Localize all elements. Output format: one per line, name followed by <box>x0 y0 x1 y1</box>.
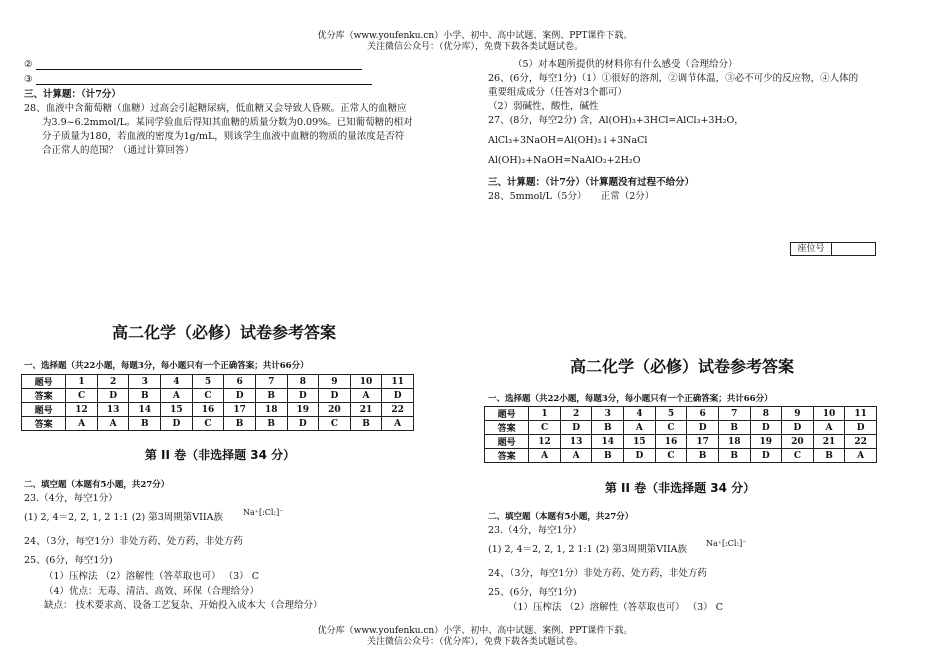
answer-table-cell: 14 <box>592 435 624 449</box>
answer-table-row-header: 答案 <box>22 389 66 403</box>
answer-table-cell: B <box>592 421 624 435</box>
footer-line-1: 优分库（www.youfenku.cn）小学、初中、高中试题、案例、PPT课件下载。 <box>317 626 633 636</box>
answer-table-cell: 15 <box>624 435 656 449</box>
left-q23-heading: 23.（4分，每空1分） <box>24 493 118 504</box>
answer-table-cell: 10 <box>813 407 845 421</box>
answer-table-cell: 6 <box>687 407 719 421</box>
answer-table-cell: 12 <box>529 435 561 449</box>
answer-table-cell: 9 <box>319 375 351 389</box>
blank-2-line <box>36 69 362 70</box>
answer-table-cell: A <box>161 389 193 403</box>
answer-table-cell: 8 <box>287 375 319 389</box>
answer-table-cell: C <box>192 417 224 431</box>
answer-table-cell: 6 <box>224 375 256 389</box>
answer-table-cell: 20 <box>319 403 351 417</box>
answer-table-cell: A <box>382 417 414 431</box>
answer-table-cell: D <box>161 417 193 431</box>
right-answer-title: 高二化学（必修）试卷参考答案 <box>569 357 794 376</box>
q28-text-1: 28、血液中含葡萄糖（血糖）过高会引起糖尿病，低血糖又会导致人昏厥。正常人的血糖应 <box>24 103 407 114</box>
answer-table-cell: B <box>592 449 624 463</box>
answer-table-cell: 13 <box>97 403 129 417</box>
blank-2-label: ② <box>24 59 33 70</box>
answer-table-cell: 18 <box>718 435 750 449</box>
answer-table-cell: 13 <box>560 435 592 449</box>
q26-text-1: 26、(6分，每空1分)（1）①很好的溶剂，②调节体温，③必不可少的反应物，④人体的 <box>488 73 859 84</box>
answer-table-cell: D <box>750 421 782 435</box>
q27-equation-3: Al(OH)₃+NaOH=NaAlO₂+2H₂O <box>488 155 641 166</box>
answer-table-cell: 21 <box>350 403 382 417</box>
left-part-2-heading: 第 II 卷（非选择题 34 分） <box>144 448 296 462</box>
answer-table-cell: D <box>782 421 814 435</box>
answer-table-cell: 7 <box>255 375 287 389</box>
q28-text-3: 分子质量为180，若血液的密度为1g/mL，则该学生血液中血糖的物质的量浓度是否符 <box>42 131 405 142</box>
answer-table-cell: A <box>624 421 656 435</box>
right-section-1-heading: 一、选择题（共22小题，每题3分，每小题只有一个正确答案；共计66分） <box>488 394 773 404</box>
left-section-3-heading: 三、计算题：（计7分） <box>24 89 121 100</box>
left-section-1-heading: 一、选择题（共22小题，每题3分，每小题只有一个正确答案；共计66分） <box>24 361 309 371</box>
blank-3-label: ③ <box>24 74 33 85</box>
answer-table-cell: A <box>529 449 561 463</box>
answer-table-cell: A <box>813 421 845 435</box>
answer-table-row <box>485 407 877 421</box>
answer-table-row-header: 答案 <box>485 421 529 435</box>
answer-table-row <box>22 375 414 389</box>
answer-table-cell: D <box>560 421 592 435</box>
answer-table-cell: A <box>97 417 129 431</box>
q27-equation-1: Al(OH)₃+3HCl=AlCl₃+3H₂O， <box>598 115 744 126</box>
q26-text-3: （2）弱碱性，酸性，碱性 <box>488 101 599 112</box>
q28-text-2: 为3.9~6.2mmol/L。某同学验血后得知其血糖的质量分数为0.09%。已知葡萄糖的相对 <box>42 117 413 128</box>
answer-table-cell: A <box>66 417 98 431</box>
answer-table-cell: 18 <box>255 403 287 417</box>
q26-text-2: 重要组成成分（任答对3个都可） <box>488 87 628 98</box>
answer-table-cell: D <box>287 417 319 431</box>
answer-table-row <box>22 389 414 403</box>
answer-table-cell: 11 <box>382 375 414 389</box>
answer-table-cell: B <box>813 449 845 463</box>
answer-table-cell: B <box>350 417 382 431</box>
q27-line-1 <box>488 114 744 128</box>
answer-table-cell: 16 <box>655 435 687 449</box>
answer-table-cell: D <box>687 421 719 435</box>
answer-table-cell: 20 <box>782 435 814 449</box>
answer-table-cell: C <box>655 421 687 435</box>
answer-table-cell: 10 <box>350 375 382 389</box>
answer-table-cell: 4 <box>161 375 193 389</box>
answer-table-cell: 11 <box>845 407 877 421</box>
answer-table-row <box>485 449 877 463</box>
left-nacl-electron-formula: Na⁺[:Cl:]⁻ <box>243 508 284 517</box>
q27-prefix: 27、(8分，每空2分) 含， <box>488 115 599 126</box>
answer-table-cell: B <box>718 421 750 435</box>
right-section-3-heading: 三、计算题：（计7分）（计算题没有过程不给分） <box>488 177 695 188</box>
seat-number-label: 座位号 <box>791 243 832 255</box>
q28-answer: 28、5mmol/L（5分） 正常（2分） <box>488 191 655 202</box>
answer-table-cell: D <box>382 389 414 403</box>
answer-table-cell: 1 <box>66 375 98 389</box>
answer-table-cell: A <box>845 449 877 463</box>
footer-line-2: 关注微信公众号：（优分库），免费下载各类试题试卷。 <box>366 637 583 647</box>
answer-table-row <box>22 417 414 431</box>
answer-table-cell: 17 <box>687 435 719 449</box>
answer-table-row <box>485 421 877 435</box>
answer-table-cell: 1 <box>529 407 561 421</box>
answer-table-cell: 3 <box>129 375 161 389</box>
answer-table-cell: B <box>129 389 161 403</box>
answer-table-cell: B <box>718 449 750 463</box>
answer-table-row-header: 答案 <box>22 417 66 431</box>
left-q25-heading: 25、(6分，每空1分) <box>24 555 113 566</box>
seat-number-box <box>790 242 876 256</box>
answer-table-row-header: 题号 <box>485 407 529 421</box>
left-answer-table <box>21 374 414 431</box>
answer-table-cell: 22 <box>382 403 414 417</box>
answer-table-cell: 19 <box>750 435 782 449</box>
answer-table-cell: B <box>224 417 256 431</box>
answer-table-cell: 22 <box>845 435 877 449</box>
right-q23-answer: (1) 2, 4＝2, 2, 1, 2 1:1 (2) 第3周期第VIIA族 <box>488 544 687 555</box>
answer-table-cell: D <box>845 421 877 435</box>
answer-table-cell: 16 <box>192 403 224 417</box>
answer-table-cell: 12 <box>66 403 98 417</box>
answer-table-cell: 19 <box>287 403 319 417</box>
right-q24-answer: 24、（3分，每空1分）非处方药，处方药，非处方药 <box>488 568 707 579</box>
answer-table-row-header: 题号 <box>22 403 66 417</box>
left-q25-answer-1: （1）压榨法 （2）溶解性（答萃取也可） （3） C <box>44 571 259 582</box>
answer-table-cell: D <box>319 389 351 403</box>
answer-table-cell: 17 <box>224 403 256 417</box>
answer-table-row-header: 题号 <box>22 375 66 389</box>
left-q24-answer: 24、（3分，每空1分）非处方药，处方药，非处方药 <box>24 536 243 547</box>
answer-table-cell: D <box>97 389 129 403</box>
answer-table-cell: D <box>750 449 782 463</box>
answer-table-cell: C <box>529 421 561 435</box>
answer-table-cell: 5 <box>192 375 224 389</box>
right-q25-answer-1: （1）压榨法 （2）溶解性（答萃取也可） （3） C <box>508 602 723 613</box>
header-line-1: 优分库（www.youfenku.cn）小学、初中、高中试题、案例、PPT课件下载。 <box>317 31 633 41</box>
left-q25-answer-5: 缺点： 技术要求高、设备工艺复杂、开始投入成本大（合理给分） <box>44 600 323 611</box>
left-answer-title: 高二化学（必修）试卷参考答案 <box>111 323 336 342</box>
answer-table-cell: C <box>192 389 224 403</box>
answer-table-cell: D <box>224 389 256 403</box>
answer-table-cell: C <box>66 389 98 403</box>
answer-table-cell: B <box>255 389 287 403</box>
answer-table-cell: B <box>255 417 287 431</box>
answer-table-cell: 3 <box>592 407 624 421</box>
left-q25-answer-4: （4）优点：无毒、清洁、高效、环保（合理给分） <box>44 586 260 597</box>
answer-table-row <box>485 435 877 449</box>
answer-table-cell: 9 <box>782 407 814 421</box>
right-section-2-heading: 二、填空题（本题有5小题，共27分） <box>488 512 634 522</box>
answer-table-cell: 15 <box>161 403 193 417</box>
answer-table-cell: 14 <box>129 403 161 417</box>
answer-table-cell: 2 <box>97 375 129 389</box>
answer-table-cell: D <box>624 449 656 463</box>
answer-table-cell: B <box>687 449 719 463</box>
answer-table-cell: B <box>129 417 161 431</box>
right-q23-heading: 23.（4分，每空1分） <box>488 525 582 536</box>
q5-text: （5）对本题所提供的材料你有什么感受（合理给分） <box>513 59 738 70</box>
right-nacl-electron-formula: Na⁺[:Cl:]⁻ <box>706 539 747 548</box>
answer-table-cell: C <box>655 449 687 463</box>
q27-equation-2: AlCl₃+3NaOH=Al(OH)₃↓+3NaCl <box>488 135 648 146</box>
blank-3-line <box>36 84 372 85</box>
answer-table-cell: 5 <box>655 407 687 421</box>
left-section-2-heading: 二、填空题（本题有5小题，共27分） <box>24 480 170 490</box>
answer-table-row-header: 题号 <box>485 435 529 449</box>
answer-table-cell: 2 <box>560 407 592 421</box>
answer-table-cell: A <box>560 449 592 463</box>
answer-table-row-header: 答案 <box>485 449 529 463</box>
left-q23-answer: (1) 2, 4＝2, 2, 1, 2 1:1 (2) 第3周期第VIIA族 <box>24 512 223 523</box>
right-answer-table <box>484 406 877 463</box>
answer-table-row <box>22 403 414 417</box>
header-line-2: 关注微信公众号：（优分库），免费下载各类试题试卷。 <box>366 42 583 52</box>
answer-table-cell: 21 <box>813 435 845 449</box>
answer-table-cell: D <box>287 389 319 403</box>
answer-table-cell: C <box>782 449 814 463</box>
right-part-2-heading: 第 II 卷（非选择题 34 分） <box>604 481 756 495</box>
answer-table-cell: 8 <box>750 407 782 421</box>
answer-table-cell: A <box>350 389 382 403</box>
answer-table-cell: 7 <box>718 407 750 421</box>
right-q25-heading: 25、(6分，每空1分) <box>488 587 577 598</box>
answer-table-cell: C <box>319 417 351 431</box>
answer-table-cell: 4 <box>624 407 656 421</box>
q28-text-4: 合正常人的范围？（通过计算回答） <box>42 145 195 156</box>
